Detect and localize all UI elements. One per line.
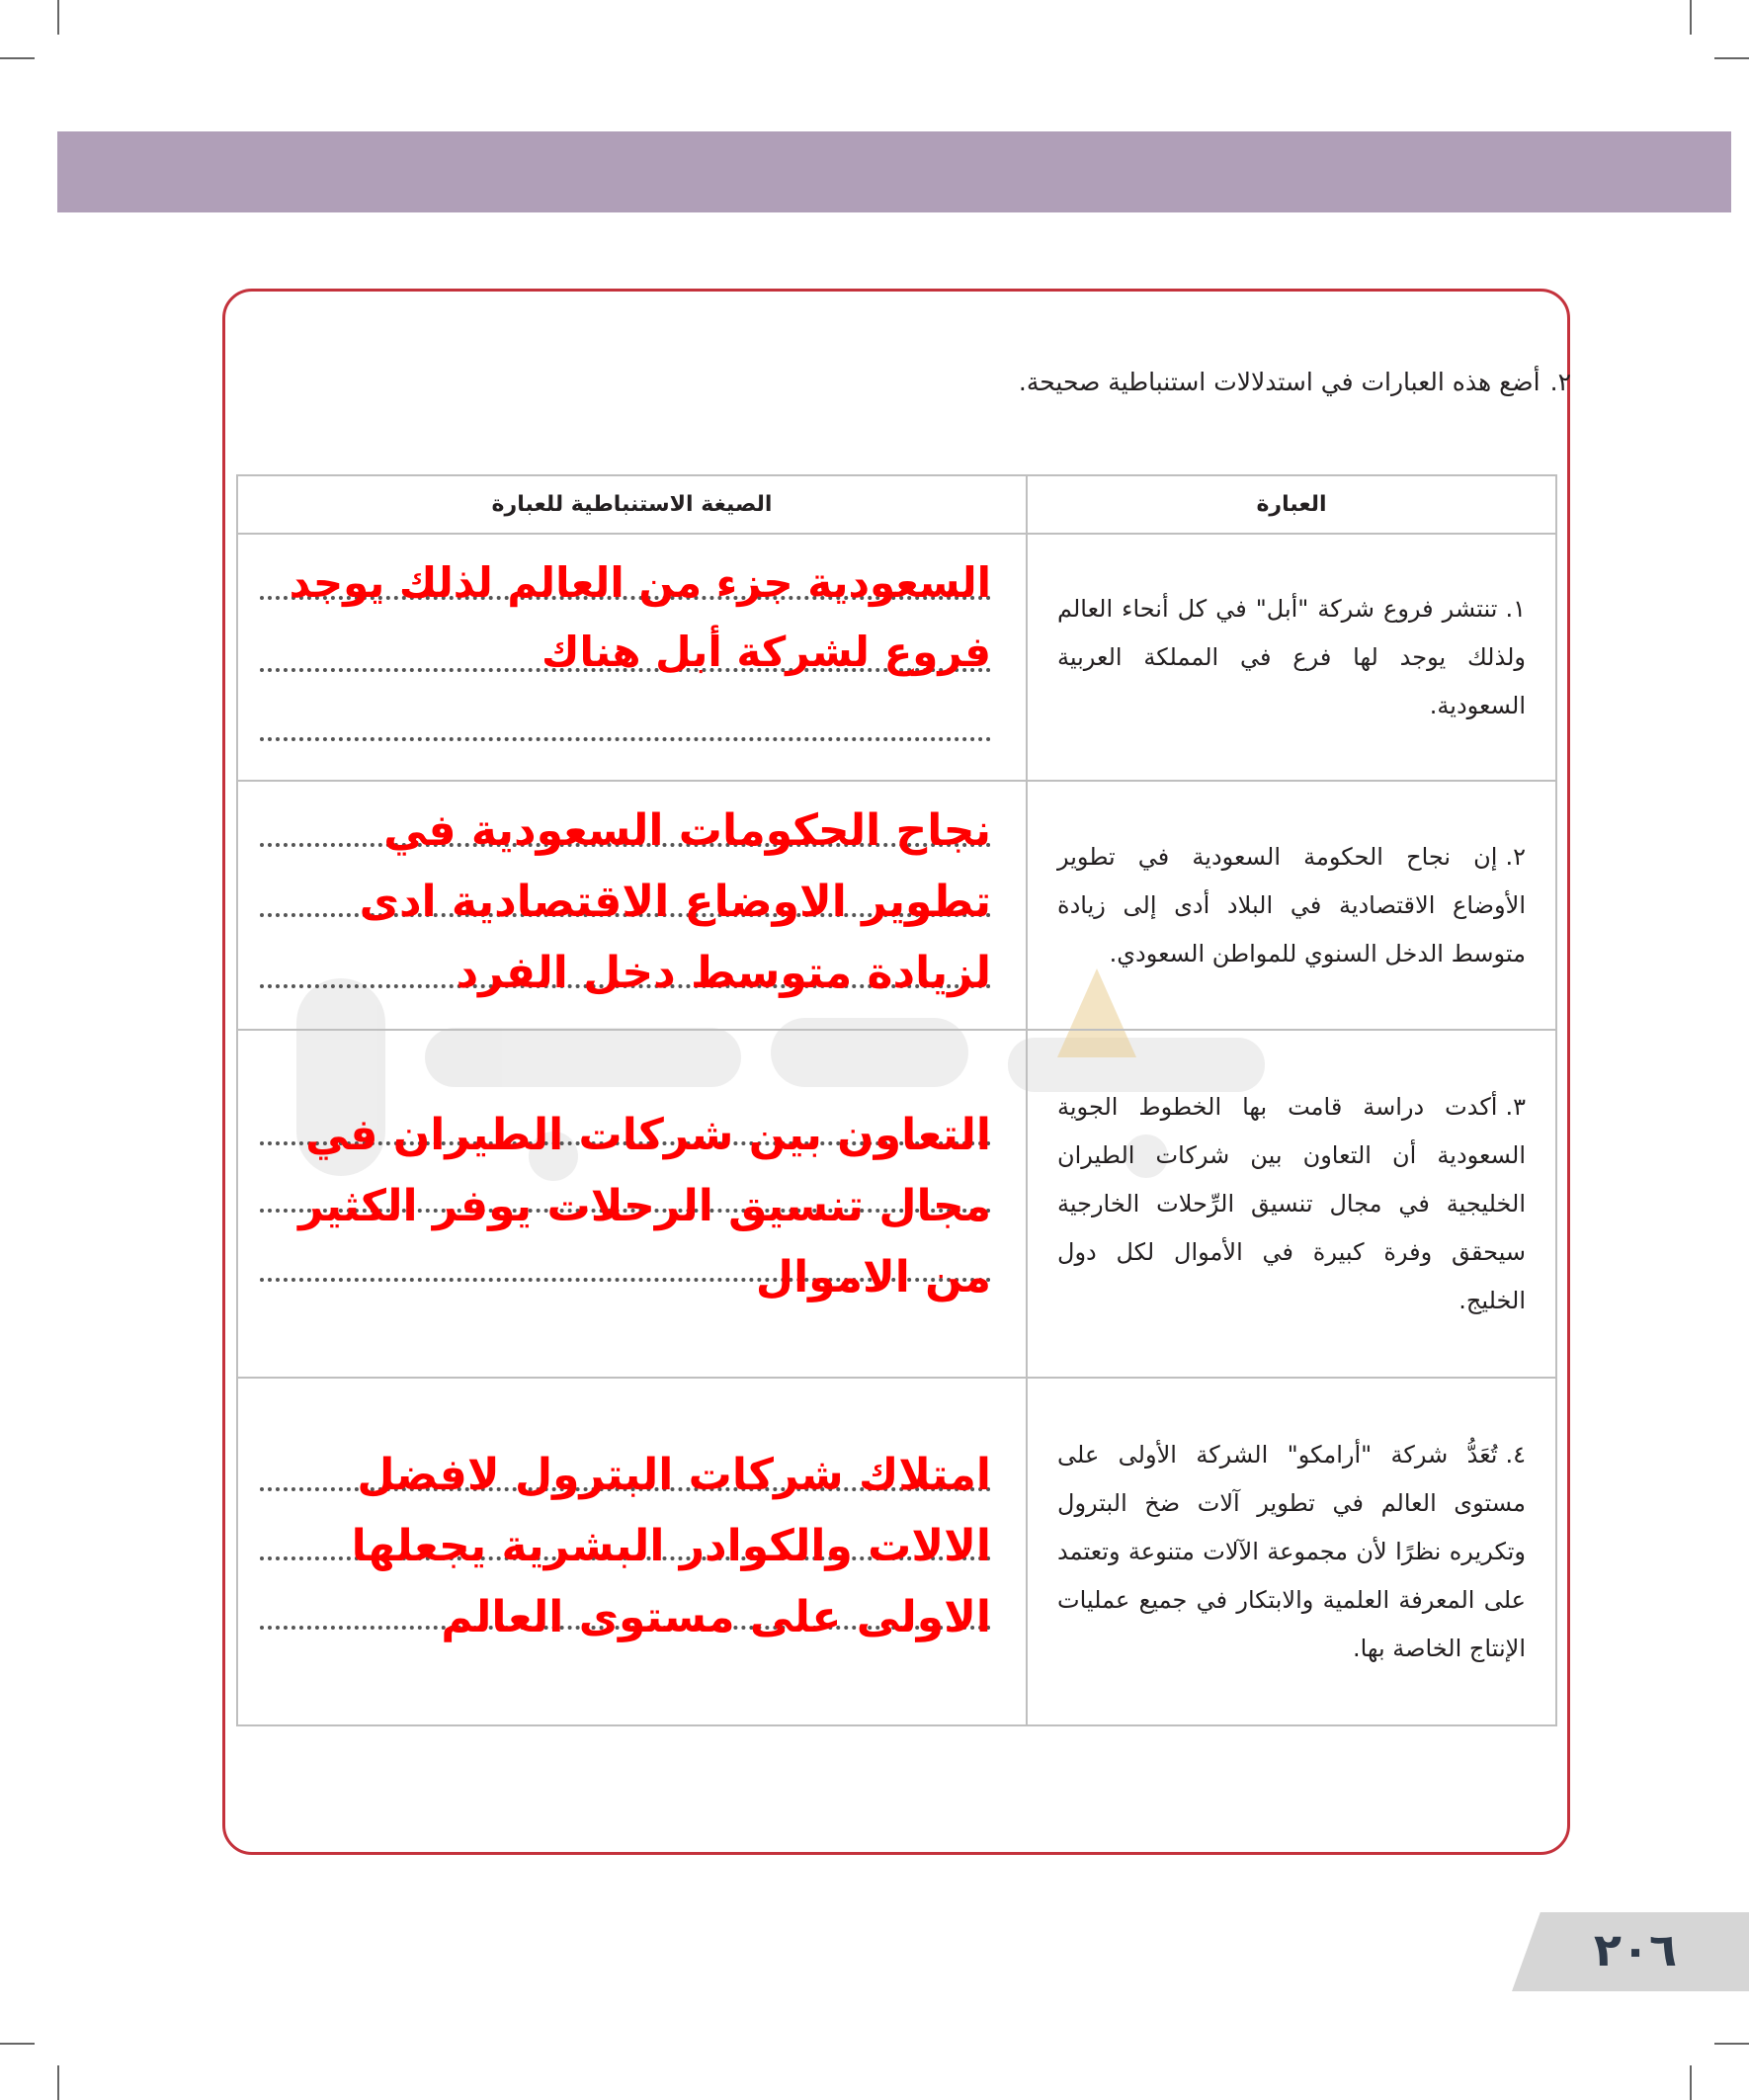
- statement-number: ٢.: [1505, 842, 1526, 871]
- answer-cell[interactable]: [237, 1030, 1027, 1378]
- header-statement: العبارة: [1027, 475, 1556, 534]
- statement-number: ٣.: [1505, 1092, 1526, 1121]
- statement-text: تنتشر فروع شركة "أبل" في كل أنحاء العالم ولذلك يوجد لها فرع في المملكة العربية السعودية.: [1057, 594, 1526, 719]
- handwritten-answer: نجاح الحكومات السعودية في تطوير الاوضاع الاقتصادية ادى لزيادة متوسط دخل الفرد: [359, 805, 991, 998]
- statement-cell: [1027, 1378, 1556, 1725]
- instruction-text: أضع هذه العبارات في استدلالات استنباطية صحيحة.: [1018, 368, 1541, 396]
- handwritten-answer: التعاون بين شركات الطيران في مجال تنسيق الرحلات يوفر الكثير من الاموال: [298, 1110, 991, 1302]
- crop-mark: [1690, 0, 1692, 35]
- crop-mark: [0, 57, 35, 59]
- table-header-row: [237, 475, 1556, 534]
- table-row: [237, 781, 1556, 1030]
- answer-cell[interactable]: [237, 534, 1027, 781]
- answer-cell[interactable]: [237, 781, 1027, 1030]
- statement-cell: [1027, 534, 1556, 781]
- answer-line: [260, 737, 991, 741]
- answer-cell[interactable]: [237, 1378, 1027, 1725]
- statement-text: إن نجاح الحكومة السعودية في تطوير الأوضاع الاقتصادية في البلاد أدى إلى زيادة متوسط الدخل السنوي للمواطن السعودي.: [1057, 842, 1526, 967]
- statement-cell: [1027, 781, 1556, 1030]
- header-band: [57, 131, 1731, 212]
- crop-mark: [1690, 2065, 1692, 2100]
- statement-text: تُعَدُّ شركة "أرامكو" الشركة الأولى على مستوى العالم في تطوير آلات ضخ البترول وتكريره نظرًا لأن مجموعة الآلات متنوعة وتعتمد على المعرفة العلمية والابتكار في جميع عمليات الإنتاج الخاصة بها.: [1057, 1440, 1526, 1662]
- handwritten-answer: السعودية جزء من العالم لذلك يوجد فروع لشركة أبل هناك: [289, 558, 991, 676]
- statement-number: ٤.: [1505, 1440, 1526, 1469]
- crop-mark: [1714, 57, 1749, 59]
- page-number: ٢٠٦: [1593, 1923, 1678, 1976]
- crop-mark: [57, 2065, 59, 2100]
- statement-number: ١.: [1505, 594, 1526, 623]
- instruction-number: ٢.: [1549, 368, 1571, 396]
- statement-cell: [1027, 1030, 1556, 1378]
- instruction: [287, 368, 1571, 396]
- table-row: [237, 534, 1556, 781]
- handwritten-answer: امتلاك شركات البترول لافضل الالات والكوادر البشرية يجعلها الاولى على مستوى العالم: [351, 1450, 991, 1642]
- crop-mark: [57, 0, 59, 35]
- statement-text: أكدت دراسة قامت بها الخطوط الجوية السعودية أن التعاون بين شركات الطيران الخليجية في مجال تنسيق الرِّحلات الخارجية سيحقق وفرة كبيرة في الأموال لكل دول الخليج.: [1057, 1092, 1526, 1314]
- table-row: [237, 1030, 1556, 1378]
- table-row: [237, 1378, 1556, 1725]
- crop-mark: [1714, 2043, 1749, 2045]
- crop-mark: [0, 2043, 35, 2045]
- header-deductive-form: الصيغة الاستنباطية للعبارة: [237, 475, 1027, 534]
- exercise-table: [236, 474, 1557, 1726]
